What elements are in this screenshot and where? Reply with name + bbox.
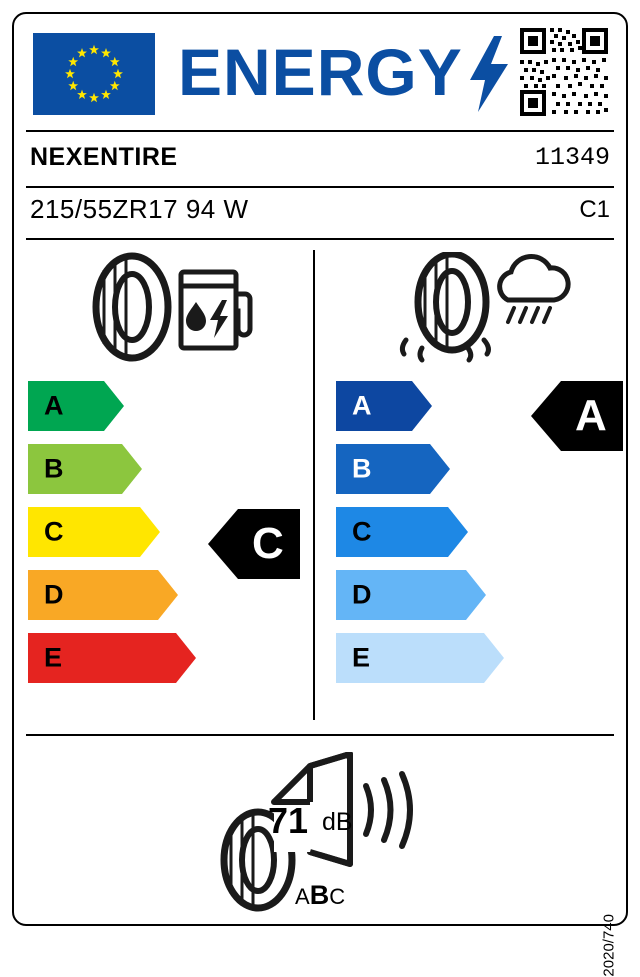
noise-class-a: A xyxy=(295,884,310,909)
noise-value: 71 xyxy=(268,800,309,841)
fuel-rating-badge: C xyxy=(208,509,300,579)
tyre-icon xyxy=(96,256,168,358)
noise-unit: dB xyxy=(322,808,353,836)
noise-class-b: B xyxy=(309,880,330,910)
tyre-brand: NEXENTIRE xyxy=(30,143,178,171)
divider-2 xyxy=(26,186,614,188)
column-divider xyxy=(313,250,315,720)
grade-row-D: D xyxy=(28,570,178,620)
grade-row-B: B xyxy=(336,444,450,494)
grade-row-B: B xyxy=(28,444,142,494)
tyre-class-code: C1 xyxy=(579,196,610,223)
fuel-efficiency-pictogram xyxy=(84,252,254,362)
regulation-code: 2020/740 xyxy=(601,914,618,977)
tyre-splash-icon xyxy=(402,254,488,360)
wet-grip-pictogram xyxy=(392,252,572,364)
lightning-bolt-icon xyxy=(468,36,510,112)
page-title: ENERGY xyxy=(178,35,463,109)
grade-row-A: A xyxy=(336,381,432,431)
grade-row-C: C xyxy=(28,507,160,557)
grade-row-E: E xyxy=(336,633,504,683)
eu-flag-icon xyxy=(33,33,155,115)
grade-row-A: A xyxy=(28,381,124,431)
sound-waves-icon xyxy=(366,774,410,846)
tyre-size: 215/55ZR17 94 W xyxy=(30,194,249,224)
tyre-model-code: 11349 xyxy=(534,143,610,172)
wet-grip-rating-badge: A xyxy=(531,381,623,451)
grade-row-D: D xyxy=(336,570,486,620)
divider-1 xyxy=(26,130,614,132)
grade-row-C: C xyxy=(336,507,468,557)
divider-4 xyxy=(26,734,614,736)
noise-class-c: C xyxy=(329,884,346,909)
grade-row-E: E xyxy=(28,633,196,683)
noise-class-scale xyxy=(295,880,345,911)
divider-3 xyxy=(26,238,614,240)
qr-code-icon xyxy=(518,26,610,118)
rain-cloud-icon xyxy=(500,256,568,322)
